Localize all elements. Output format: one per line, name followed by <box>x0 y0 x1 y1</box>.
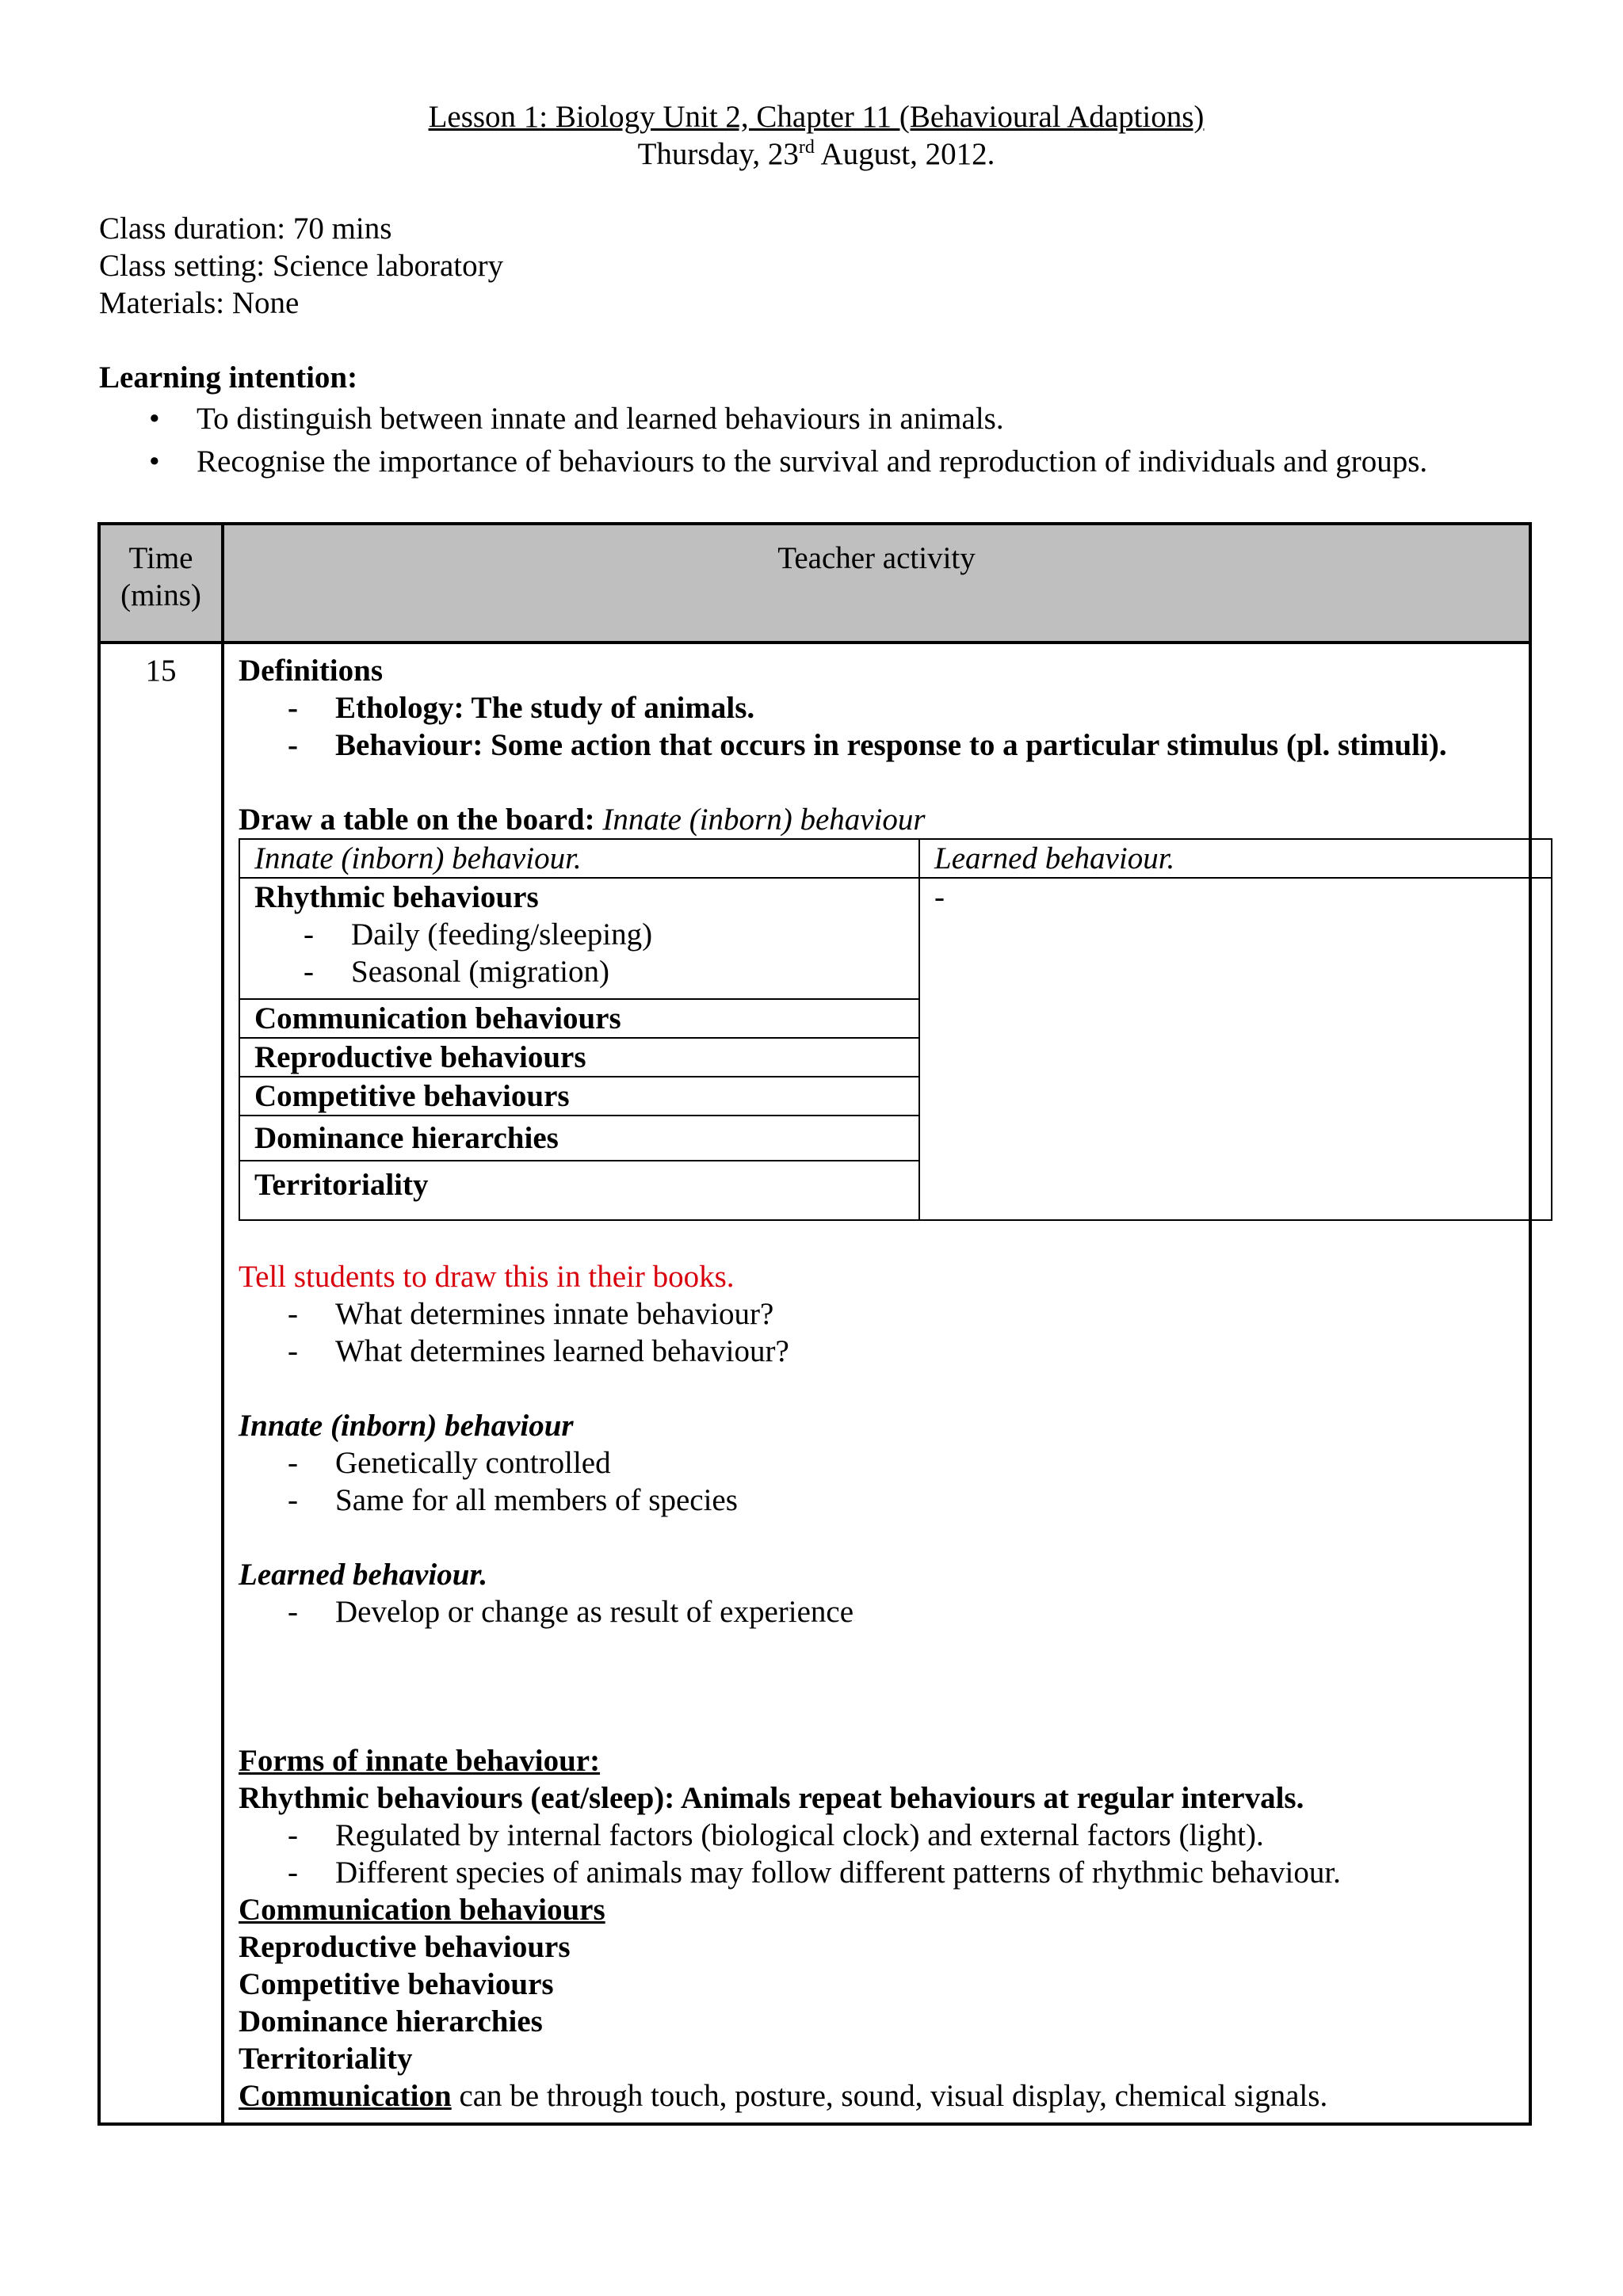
rhythmic-point: - Different species of animals may follow different patterns of rhythmic behaviour. <box>239 1854 1514 1891</box>
table-row: Reproductive behaviours <box>239 1038 919 1077</box>
board-instruction: Draw a table on the board: Innate (inborn) behaviour <box>239 803 926 837</box>
competitive-behaviours: Competitive behaviours <box>239 1967 554 2001</box>
territoriality: Territoriality <box>239 2042 413 2076</box>
document-page <box>99 98 1533 483</box>
learning-intention-list <box>99 398 1533 483</box>
lesson-date: Thursday, 23rd August, 2012. <box>637 137 995 171</box>
rhythmic-cell: Rhythmic behaviours - Daily (feeding/sleeping) - Seasonal (migration) <box>239 878 919 999</box>
behaviour-table-header <box>239 839 1552 878</box>
question-item: - What determines innate behaviour? <box>239 1295 1514 1333</box>
definitions-heading: Definitions <box>239 654 384 688</box>
learned-column-header: Learned behaviour. <box>919 839 1552 878</box>
dominance-hierarchies: Dominance hierarchies <box>239 2004 543 2039</box>
activity-header: Teacher activity <box>223 524 1530 643</box>
table-header-row <box>99 524 1530 643</box>
communication-behaviours: Communication behaviours <box>239 1893 605 1927</box>
time-header: Time (mins) <box>99 524 223 643</box>
learning-intention-heading: Learning intention: <box>99 360 358 395</box>
learned-cell: - <box>919 878 1552 1220</box>
definition-item: - Ethology: The study of animals. <box>239 689 1514 727</box>
class-materials: Materials: None <box>99 286 300 320</box>
reproductive-behaviours: Reproductive behaviours <box>239 1930 571 1964</box>
behaviour-table <box>239 838 1552 1221</box>
activity-cell <box>223 643 1530 2124</box>
lesson-plan-table <box>97 522 1532 2126</box>
class-meta <box>99 210 1533 322</box>
table-row: Territoriality <box>239 1161 919 1220</box>
class-setting: Class setting: Science laboratory <box>99 249 504 283</box>
list-item: • Recognise the importance of behaviours to the survival and reproduction of individuals and groups. <box>99 441 1533 483</box>
instruction-text: Tell students to draw this in their books. <box>239 1260 735 1294</box>
rhythmic-point: - Regulated by internal factors (biological clock) and external factors (light). <box>239 1817 1514 1854</box>
table-row: Competitive behaviours <box>239 1077 919 1116</box>
innate-column-header: Innate (inborn) behaviour. <box>239 839 919 878</box>
learned-point: - Develop or change as result of experience <box>239 1593 1514 1630</box>
title-block <box>99 98 1533 173</box>
time-cell: 15 <box>99 643 223 2124</box>
learned-heading: Learned behaviour. <box>239 1558 488 1592</box>
rhythmic-line: Rhythmic behaviours (eat/sleep): Animals repeat behaviours at regular intervals. <box>239 1781 1304 1815</box>
innate-point: - Genetically controlled <box>239 1444 1514 1482</box>
innate-heading: Innate (inborn) behaviour <box>239 1409 574 1443</box>
question-item: - What determines learned behaviour? <box>239 1333 1514 1370</box>
definition-item: - Behaviour: Some action that occurs in response to a particular stimulus (pl. stimuli). <box>239 727 1514 764</box>
lesson-title: Lesson 1: Biology Unit 2, Chapter 11 (Behavioural Adaptions) <box>428 100 1205 134</box>
class-duration: Class duration: 70 mins <box>99 212 392 246</box>
table-row: Dominance hierarchies <box>239 1116 919 1161</box>
table-row: Communication behaviours <box>239 999 919 1038</box>
forms-heading: Forms of innate behaviour: <box>239 1744 601 1778</box>
communication-line: Communication can be through touch, posture, sound, visual display, chemical signals. <box>239 2079 1328 2113</box>
innate-point: - Same for all members of species <box>239 1482 1514 1519</box>
table-row <box>99 643 1530 2124</box>
list-item: • To distinguish between innate and learned behaviours in animals. <box>99 398 1533 441</box>
